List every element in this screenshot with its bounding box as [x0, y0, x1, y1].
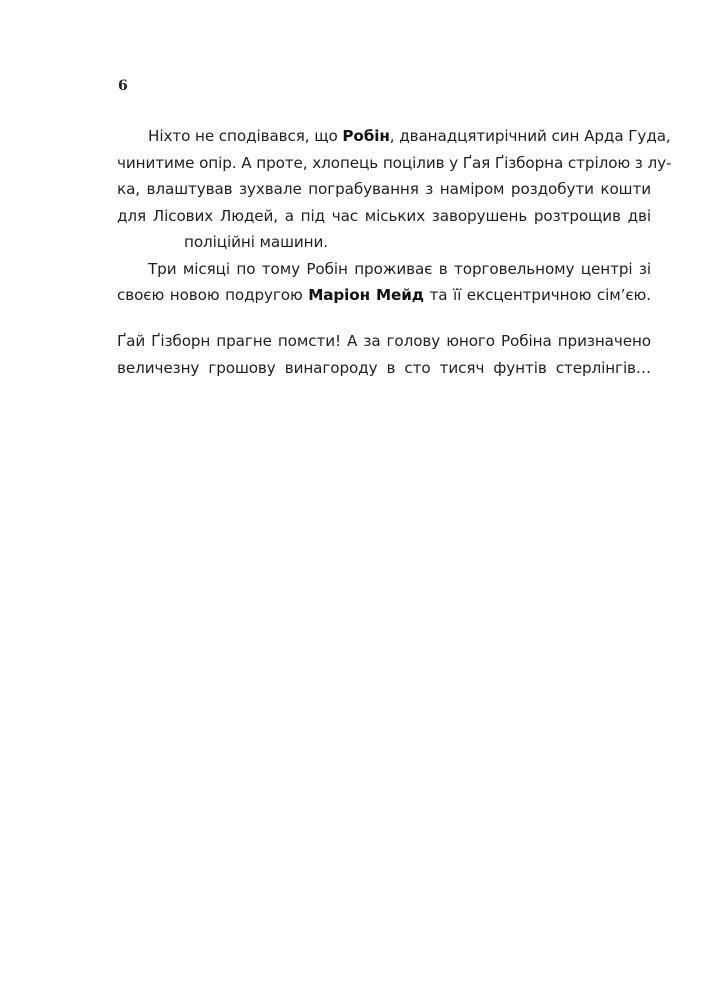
text-line: поліційні машини. [184, 233, 329, 251]
text-line: Ніхто не сподівався, що Робін, дванадцятирічний син Арда Гуда, [148, 127, 671, 145]
text-line: ка, влаштував зухвале пограбування з наміром роздобути кошти [117, 180, 651, 198]
text-line: чинитиме опір. А проте, хлопець поцілив у Ґая Ґізборна стрілою з лу- [117, 153, 672, 172]
teaser-text [117, 328, 651, 381]
text-line: своєю новою подругою Маріон Мейд та її ексцентричною сім’єю. [117, 286, 651, 304]
intro-text [117, 123, 672, 309]
text-line: величезну грошову винагороду в сто тисяч фунтів стерлінгів… [117, 358, 651, 377]
text-line: для Лісових Людей, а під час міських заворушень розтрощив дві [117, 206, 651, 225]
text-line: Ґай Ґізборн прагне помсти! А за голову юного Робіна призначено [117, 332, 651, 350]
text-line: Три місяці по тому Робін проживає в торговельному центрі зі [148, 259, 651, 278]
page-number: 6 [118, 78, 128, 94]
name-marion-maid: Маріон Мейд [308, 286, 424, 304]
name-robin: Робін [342, 127, 390, 145]
